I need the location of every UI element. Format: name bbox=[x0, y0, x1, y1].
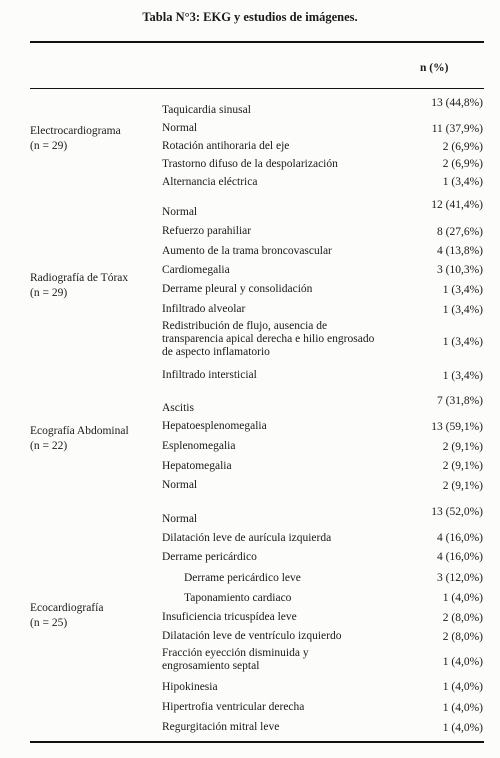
row-label: Ascitis bbox=[162, 402, 194, 414]
row-label: Taquicardia sinusal bbox=[162, 104, 251, 116]
row-value: 7 (31,8%) bbox=[437, 395, 483, 407]
row-value: 2 (6,9%) bbox=[442, 158, 483, 170]
row-value: 1 (4,0%) bbox=[442, 702, 483, 714]
row-value: 1 (3,4%) bbox=[442, 284, 483, 296]
row-value: 4 (13,8%) bbox=[437, 245, 483, 257]
row-value: 1 (3,4%) bbox=[442, 176, 483, 188]
row-value: 13 (52,0%) bbox=[431, 506, 483, 518]
group-label-radiografia-torax bbox=[30, 271, 155, 301]
group-label-electrocardiograma bbox=[30, 124, 155, 154]
row-value: 12 (41,4%) bbox=[431, 199, 483, 211]
row-label: Derrame pericárdico bbox=[162, 551, 257, 563]
row-value: 4 (16,0%) bbox=[437, 532, 483, 544]
group-name: Radiografía de Tórax bbox=[30, 272, 129, 284]
row-label-indented: Derrame pericárdico leve bbox=[184, 572, 301, 584]
row-label: Derrame pleural y consolidación bbox=[162, 283, 313, 295]
row-value: 1 (3,4%) bbox=[442, 370, 483, 382]
group-name: Ecografía Abdominal bbox=[30, 425, 129, 437]
row-label: Normal bbox=[162, 122, 198, 134]
top-rule bbox=[30, 41, 484, 43]
row-value: 2 (6,9%) bbox=[442, 141, 483, 153]
group-n: (n = 22) bbox=[30, 440, 68, 452]
row-value: 3 (12,0%) bbox=[437, 572, 483, 584]
row-value: 8 (27,6%) bbox=[437, 226, 483, 238]
row-label: Cardiomegalia bbox=[162, 264, 230, 276]
group-label-ecografia-abdominal bbox=[30, 424, 155, 454]
row-value: 1 (3,4%) bbox=[442, 304, 483, 316]
group-label-ecocardiografia bbox=[30, 601, 155, 631]
row-label: Hepatoesplenomegalia bbox=[162, 420, 267, 432]
row-label: Infiltrado intersticial bbox=[162, 369, 257, 381]
row-value: 2 (9,1%) bbox=[442, 460, 483, 472]
row-value: 13 (59,1%) bbox=[431, 421, 483, 433]
group-name: Electrocardiograma bbox=[30, 125, 121, 137]
row-label: Hepatomegalia bbox=[162, 460, 232, 472]
row-value: 13 (44,8%) bbox=[431, 97, 483, 109]
row-label: Dilatación leve de aurícula izquierda bbox=[162, 532, 332, 544]
row-label: Insuficiencia tricuspídea leve bbox=[162, 611, 297, 623]
row-label: Dilatación leve de ventrículo izquierdo bbox=[162, 630, 342, 642]
row-value: 3 (10,3%) bbox=[437, 264, 483, 276]
group-n: (n = 29) bbox=[30, 140, 68, 152]
row-label: Aumento de la trama broncovascular bbox=[162, 245, 332, 257]
row-value: 1 (4,0%) bbox=[442, 722, 483, 734]
row-label: Alternancia eléctrica bbox=[162, 176, 258, 188]
row-label: Normal bbox=[162, 206, 198, 218]
row-value: 2 (8,0%) bbox=[442, 631, 483, 643]
row-label: Hipokinesia bbox=[162, 681, 218, 693]
group-name: Ecocardiografía bbox=[30, 602, 104, 614]
row-value: 2 (9,1%) bbox=[442, 480, 483, 492]
row-label: Redistribución de flujo, ausencia de transparencia apical derecha e hilio engrosado de aspecto inflamatorio bbox=[162, 320, 375, 358]
group-n: (n = 29) bbox=[30, 287, 68, 299]
column-header-n-percent: n (%) bbox=[420, 62, 449, 74]
bottom-rule bbox=[30, 741, 484, 743]
row-label: Regurgitación mitral leve bbox=[162, 721, 280, 733]
row-label: Infiltrado alveolar bbox=[162, 303, 246, 315]
row-label: Refuerzo parahiliar bbox=[162, 225, 252, 237]
row-label-indented: Taponamiento cardiaco bbox=[184, 592, 292, 604]
header-rule bbox=[30, 88, 484, 89]
row-value: 2 (8,0%) bbox=[442, 612, 483, 624]
row-value: 2 (9,1%) bbox=[442, 441, 483, 453]
row-value: 1 (4,0%) bbox=[442, 656, 483, 668]
row-label: Trastorno difuso de la despolarización bbox=[162, 158, 338, 170]
row-value: 4 (16,0%) bbox=[437, 551, 483, 563]
row-label: Fracción eyección disminuida y engrosamiento septal bbox=[162, 647, 309, 672]
row-label: Rotación antihoraria del eje bbox=[162, 140, 290, 152]
row-value: 1 (3,4%) bbox=[442, 336, 483, 348]
row-label: Hipertrofia ventricular derecha bbox=[162, 701, 305, 713]
row-label: Normal bbox=[162, 479, 198, 491]
table-title: Tabla N°3: EKG y estudios de imágenes. bbox=[142, 10, 358, 24]
row-label: Esplenomegalia bbox=[162, 440, 236, 452]
row-label: Normal bbox=[162, 513, 198, 525]
row-value: 11 (37,9%) bbox=[431, 123, 483, 135]
row-value: 1 (4,0%) bbox=[442, 592, 483, 604]
row-value: 1 (4,0%) bbox=[442, 681, 483, 693]
group-n: (n = 25) bbox=[30, 617, 68, 629]
